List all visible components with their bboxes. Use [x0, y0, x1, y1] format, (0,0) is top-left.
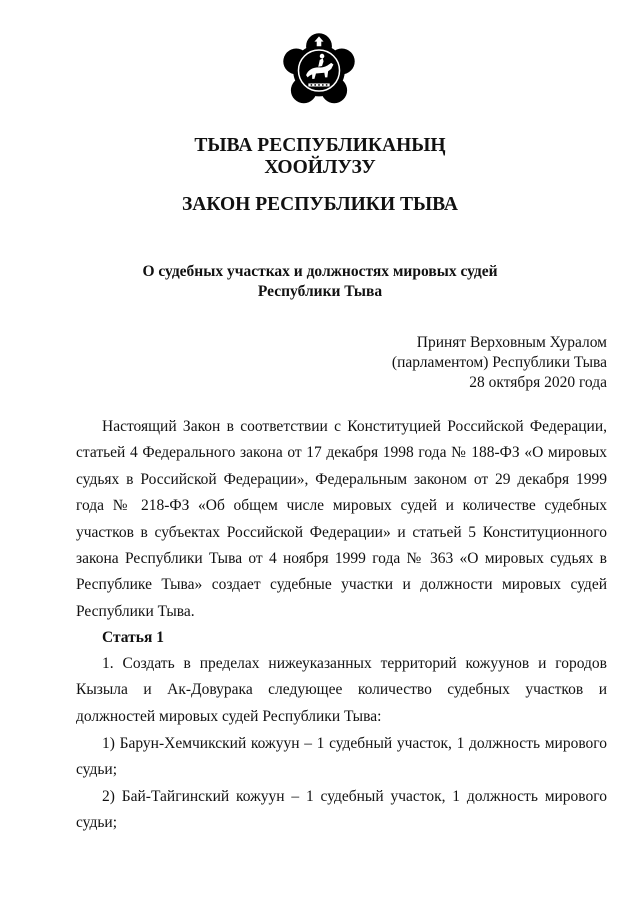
article-paragraph: 1. Создать в пределах нижеуказанных территорий кожуунов и городов Кызыла и Ак-Довурака следующее количество судебных участков и должностей мировых судей Республики Тыва: [76, 655, 607, 725]
article-list-item: 2) Бай-Тайгинский кожуун – 1 судебный участок, 1 должность мирового судьи; [76, 788, 607, 832]
issuing-body-line-2: ХООЙЛУЗУ [264, 157, 376, 178]
coat-of-arms-emblem [281, 31, 357, 107]
adoption-line-1: Принят Верховным Хуралом [416, 334, 607, 351]
article-heading: Статья 1 [102, 629, 164, 646]
adoption-line-2: (парламентом) Республики Тыва [391, 354, 607, 371]
law-subject-line-1: О судебных участках и должностях мировых судей [142, 263, 498, 280]
issuing-body-line-1: ТЫВА РЕСПУБЛИКАНЫҢ [194, 135, 446, 156]
preamble-paragraph: Настоящий Закон в соответствии с Конституцией Российской Федерации, статьей 4 Федерального закона от 17 декабря 1998 года № 188-ФЗ «О мировых судьях в Российской Федерации», Федеральным законом от 29 декабря 1999 года № 218-ФЗ «Об общем числе мировых судей и количестве судебных участков в субъектах Российской Федерации» и статьей 5 Конституционного закона Республики Тыва от 4 ноября 1999 года № 363 «О мировых судьях в Республике Тыва» создает судебные участки и должности мировых судей Республики Тыва. [76, 418, 607, 620]
article-list-item: 1) Барун-Хемчикский кожуун – 1 судебный участок, 1 должность мирового судьи; [76, 735, 607, 779]
adoption-info [392, 333, 607, 393]
law-title: ЗАКОН РЕСПУБЛИКИ ТЫВА [181, 194, 459, 215]
adoption-date: 28 октября 2020 года [469, 374, 607, 391]
law-subject-line-2: Республики Тыва [257, 283, 383, 300]
law-subject [0, 262, 640, 302]
issuing-body-title [0, 135, 640, 179]
